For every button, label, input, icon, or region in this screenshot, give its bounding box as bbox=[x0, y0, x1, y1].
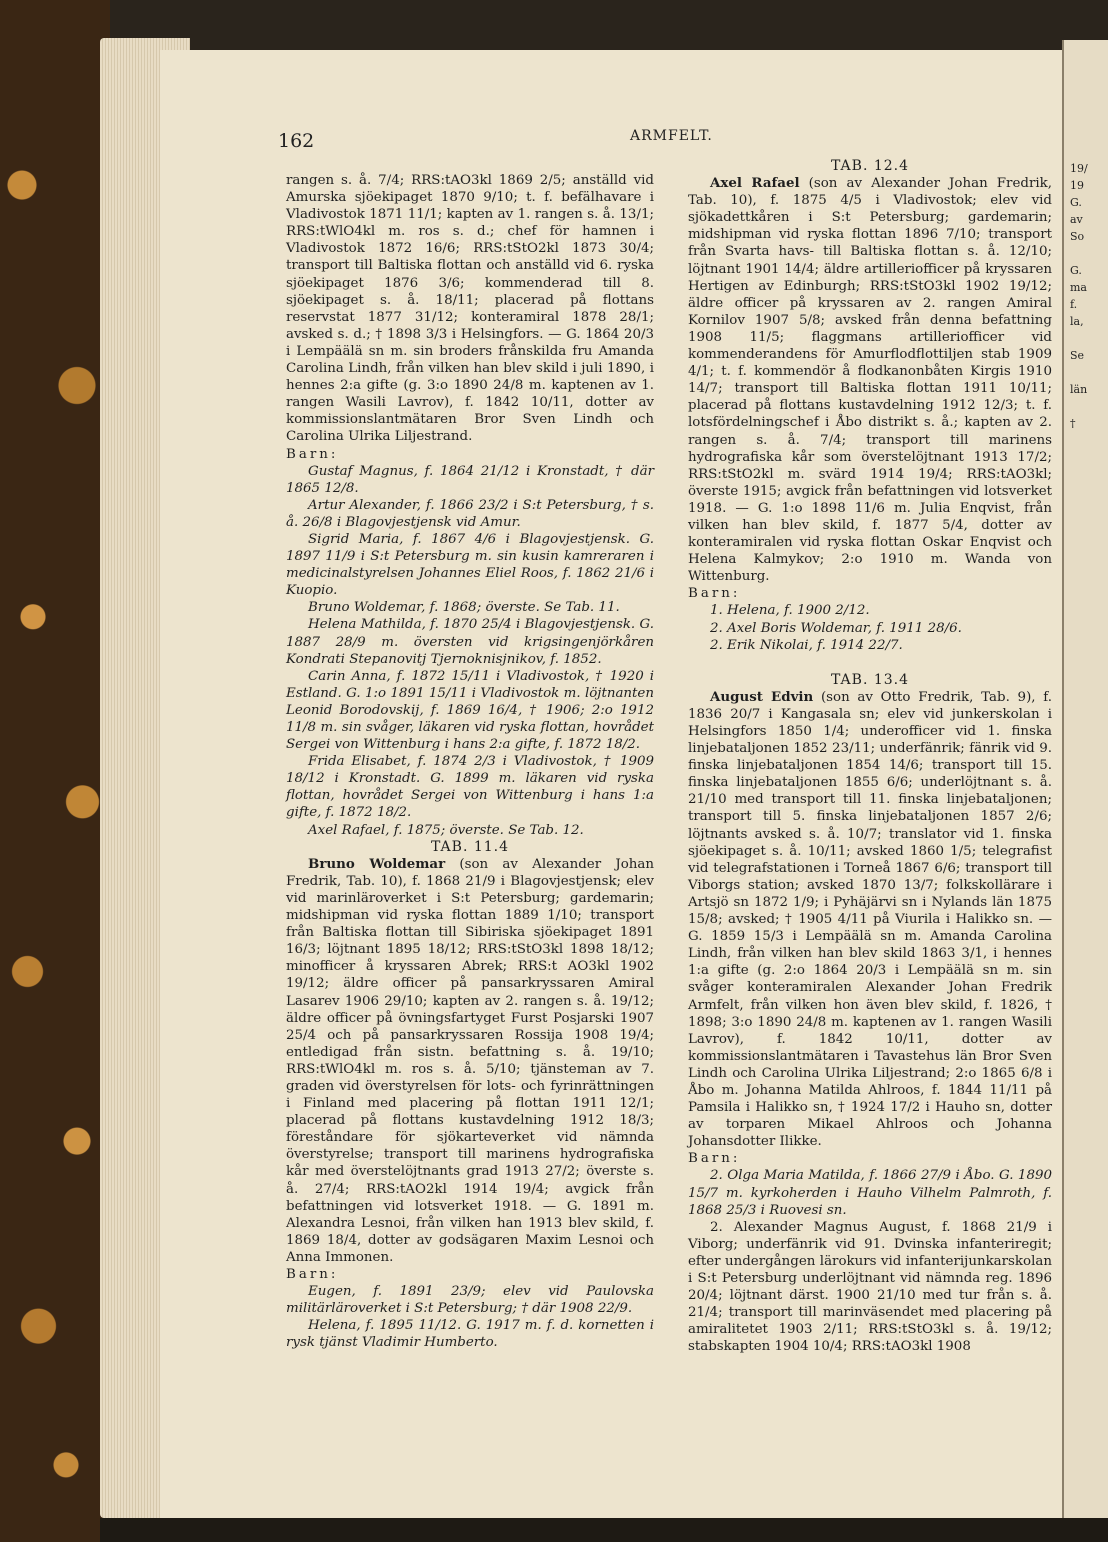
child-entry: 2. Axel Boris Woldemar, f. 1911 28/6. bbox=[710, 620, 962, 636]
child-entry: 2. Alexander Magnus August, f. 1868 21/9 i Viborg; underfänrik vid 91. Dvinska infanteriregit; efter undergången lärokurs vid infanterijunkarskolan i S:t Petersburg underlöjtnant vid nämnda reg. 1896 20/4; löjtnant därst. 1900 21/10 med tur från s. å. 21/4; transport till marinväsendet med placering på amiralitetet 1903 2/11; RRS:tStO3kl s. å. 19/12; stabskapten 1904 10/4; RRS:tAO3kl 1908 bbox=[688, 1219, 1052, 1355]
children-heading: Barn: bbox=[286, 1267, 339, 1282]
child-entry: 1. Helena, f. 1900 2/12. bbox=[710, 603, 870, 619]
child-entry: Bruno Woldemar, f. 1868; överste. Se Tab. 11. bbox=[308, 600, 620, 616]
children-heading: Barn: bbox=[286, 446, 339, 462]
child-entry: Axel Rafael, f. 1875; överste. Se Tab. 12. bbox=[308, 822, 584, 838]
page-number: 162 bbox=[278, 130, 315, 152]
child-entry: Helena Mathilda, f. 1870 25/4 i Blagovjestjensk. G. 1887 28/9 m. översten vid krigsingenjörkåren Kondrati Stepanovitj Tjernoknisjnikov, f. 1852. bbox=[286, 617, 654, 667]
table-heading: TAB. 11.4 bbox=[430, 838, 510, 855]
running-title: ARMFELT. bbox=[630, 128, 713, 144]
right-column bbox=[688, 158, 1052, 1355]
entry-paragraph bbox=[688, 689, 1052, 1151]
person-name: August Edvin bbox=[710, 688, 814, 705]
entry-text: (son av Alexander Johan Fredrik, Tab. 10), f. 1868 21/9 i Blagovjestjensk; elev vid marinläroverket i S:t Petersburg; gardemarin; midshipman vid ryska flottan 1889 1/10; transport från Baltiska flottan till Sibiriska sjöekipaget 1891 16/3; löjtnant 1895 18/12; RRS:tStO3kl 1898 18/12; minofficer å kryssaren Abrek; RRS:t AO3kl 1902 19/12; äldre officer på pansarkryssaren Amiral Lasarev 1906 29/10; kapten av 2. rangen s. å. 19/12; äldre officer på övningsfartyget Furst Posjarski 1907 25/4 och på pansarkryssaren Rossija 1908 19/4; entledigad från sistn. befattning s. å. 19/10; RRS:tWlO4kl m. ros s. å. 5/10; tjänsteman av 7. graden vid överstyrelsen för lots- och fyrinrättningen i Finland med placering på flottan 1911 12/1; placerad på flottans kustavdelning 1912 18/3; föreståndare för sjökarteverket vid nämnda överstyrelse; transport till marinens hydrografiska kår med överstelöjtnants grad 1913 27/2; överste s. å. 27/4; RRS:tAO2kl 1914 19/4; avgick från befattningen vid lotsverket 1918. — G. 1891 m. Alexandra Lesnoi, från vilken han 1913 blev skild, f. 1869 18/4, dotter av godsägaren Maxim Lesnoi och Anna Immonen. bbox=[286, 856, 654, 1265]
person-name: Axel Rafael bbox=[710, 175, 800, 192]
background-strip bbox=[100, 1518, 1108, 1542]
child-entry: Helena, f. 1895 11/12. G. 1917 m. f. d. kornetten i rysk tjänst Vladimir Humberto. bbox=[286, 1318, 654, 1351]
child-entry: Frida Elisabet, f. 1874 2/3 i Vladivostok, † 1909 18/12 i Kronstadt. G. 1899 m. läkaren vid ryska flottan, hovrådet Sergei von Wittenburg i hans 1:a gifte, f. 1872 18/2. bbox=[286, 754, 654, 821]
entry-text: (son av Alexander Johan Fredrik, Tab. 10), f. 1875 4/5 i Vladivostok; elev vid sjökadettkåren i S:t Petersburg; gardemarin; midshipman vid ryska flottan 1896 7/10; transport från Svarta havs- till Baltiska flottan s. å. 12/10; löjtnant 1901 14/4; äldre artilleriofficer på kryssaren Hertigen av Edinburgh; RRS:tStO3kl 1902 19/12; äldre officer på kryssaren av 2. rangen Amiral Kornilov 1907 5/8; avsked från denna befattning 1908 11/5; flaggmans artilleriofficer vid kommenderandens för Amurflodflottiljen stab 1909 4/1; t. f. kommendör å flodkanonbåten Kirgis 1910 14/7; transport till Baltiska flottan 1911 10/11; placerad på flottans kustavdelning 1912 12/3; t. f. lotsfördelningschef i Åbo distrikt s. å.; kapten av 2. rangen s. å. 7/4; transport till marinens hydrografiska kår som överstelöjtnant 1913 17/2; RRS:tStO2kl m. svärd 1914 19/4; RRS:tAO3kl; överste 1915; avgick från befattningen vid lotsverket 1918. — G. 1:o 1898 11/6 m. Julia Enqvist, från vilken han blev skild, f. 1877 5/4, dotter av konteramiralen vid ryska flottan Oskar Enqvist och Helena Kalmykov; 2:o 1910 m. Wanda von Wittenburg. bbox=[688, 176, 1053, 585]
next-page-fragment: 19/ 19 G. av So G. ma f. la, Se län † bbox=[1070, 162, 1088, 430]
child-entry: Eugen, f. 1891 23/9; elev vid Paulovska militärläroverket i S:t Petersburg; † där 1908 22/9. bbox=[286, 1284, 654, 1317]
entry-paragraph bbox=[286, 856, 654, 1266]
book-cover bbox=[0, 0, 110, 1542]
children-heading: Barn: bbox=[688, 586, 741, 602]
child-entry: Carin Anna, f. 1872 15/11 i Vladivostok, † 1920 i Estland. G. 1:o 1891 15/11 i Vladivostok m. löjtnanten Leonid Borodovskij, f. 1869 16/4, † 1906; 2:o 1912 11/8 m. sin svåger, läkaren vid ryska flottan, hovrådet Sergei von Wittenburg i hans 2:a gifte, f. 1872 18/2. bbox=[286, 668, 654, 753]
left-column bbox=[286, 172, 654, 1351]
entry-text: (son av Otto Fredrik, Tab. 9), f. 1836 20/7 i Kangasala sn; elev vid junkerskolan i Helsingfors 1850 1/4; underofficer vid 1. finska linjebataljonen 1852 23/11; underfänrik; fänrik vid 9. finska linjebataljonen 1854 14/6; transport till 15. finska linjebataljonen 1855 6/6; underlöjtnant s. å. 21/10 med transport till 11. finska linjebataljonen; transport till 5. finska linjebataljonen 1857 2/6; löjtnants avsked s. å. 10/7; translator vid 1. finska sjöekipaget s. å. 10/11; avsked 1860 1/5; telegrafist vid telegrafstationen i Torneå 1867 6/6; transport till Viborgs station; avsked 1870 13/7; folkskollärare i Artsjö sn 1872 1/9; i Pyhäjärvi sn i Nylands län 1875 15/8; avsked; † 1905 4/11 på Viurila i Halikko sn. — G. 1859 15/3 i Lempäälä sn m. Amanda Carolina Lindh, från vilken han blev skild 1863 3/1, i hennes 1:a gifte (g. 2:o 1864 20/3 i Lempäälä sn m. sin svåger konteramiralen Alexander Johan Fredrik Armfelt, från vilken hon även blev skild, f. 1826, † 1898; 3:o 1890 24/8 m. kaptenen av 1. rangen Wasili Lavrov), f. 1842 10/11, dotter av kommissionslantmätaren i Tavastehus län Bror Sven Lindh och Carolina Ulrika Liljestrand; 2:o 1865 6/8 i Åbo m. Johanna Matilda Ahlroos, f. 1844 11/11 på Pamsila i Halikko sn, † 1924 17/2 i Hauho sn, dotter av torparen Mikael Ahlroos och Johanna Johansdotter Ilikke. bbox=[688, 689, 1052, 1150]
child-entry: 2. Erik Nikolai, f. 1914 22/7. bbox=[710, 637, 903, 653]
next-page-edge bbox=[1062, 40, 1108, 1520]
table-heading: TAB. 12.4 bbox=[830, 158, 910, 174]
child-entry: Artur Alexander, f. 1866 23/2 i S:t Petersburg, † s. å. 26/8 i Blagovjestjensk vid Amur. bbox=[286, 497, 654, 530]
children-heading: Barn: bbox=[688, 1151, 741, 1167]
book-page bbox=[160, 50, 1062, 1520]
person-name: Bruno Woldemar bbox=[308, 855, 446, 872]
entry-paragraph bbox=[688, 175, 1052, 585]
child-entry: Gustaf Magnus, f. 1864 21/12 i Kronstadt, † där 1865 12/8. bbox=[286, 463, 654, 496]
child-entry: Sigrid Maria, f. 1867 4/6 i Blagovjestjensk. G. 1897 11/9 i S:t Petersburg m. sin kusin kamreraren i medicinalstyrelsen Johannes Eliel Roos, f. 1862 21/6 i Kuopio. bbox=[286, 531, 654, 599]
table-heading: TAB. 13.4 bbox=[830, 671, 910, 688]
entry-paragraph: rangen s. å. 7/4; RRS:tAO3kl 1869 2/5; anställd vid Amurska sjöekipaget 1870 9/10; t. f. befälhavare i Vladivostok 1871 11/1; kapten av 1. rangen s. å. 13/1; RRS:tWlO4kl m. ros s. d.; chef för hamnen i Vladivostok 1872 16/6; RRS:tStO2kl 1873 30/4; transport till Baltiska flottan och anställd vid 6. ryska sjöekipaget 1876 3/6; kommenderad till 8. sjöekipaget s. å. 18/11; placerad på flottans reservstat 1877 31/12; konteramiral 1878 28/1; avsked s. d.; † 1898 3/3 i Helsingfors. — G. 1864 20/3 i Lempäälä sn m. sin broders frånskilda fru Amanda Carolina Lindh, från vilken han blev skild i juli 1890, i hennes 2:a gifte (g. 3:o 1890 24/8 m. kaptenen av 1. rangen Wasili Lavrov), f. 1842 10/11, dotter av kommissionslantmätaren Bror Sven Lindh och Carolina Ulrika Liljestrand. bbox=[286, 173, 654, 445]
child-entry: 2. Olga Maria Matilda, f. 1866 27/9 i Åbo. G. 1890 15/7 m. kyrkoherden i Hauho Vilhelm Palmroth, f. 1868 25/3 i Ruovesi sn. bbox=[688, 1168, 1052, 1218]
